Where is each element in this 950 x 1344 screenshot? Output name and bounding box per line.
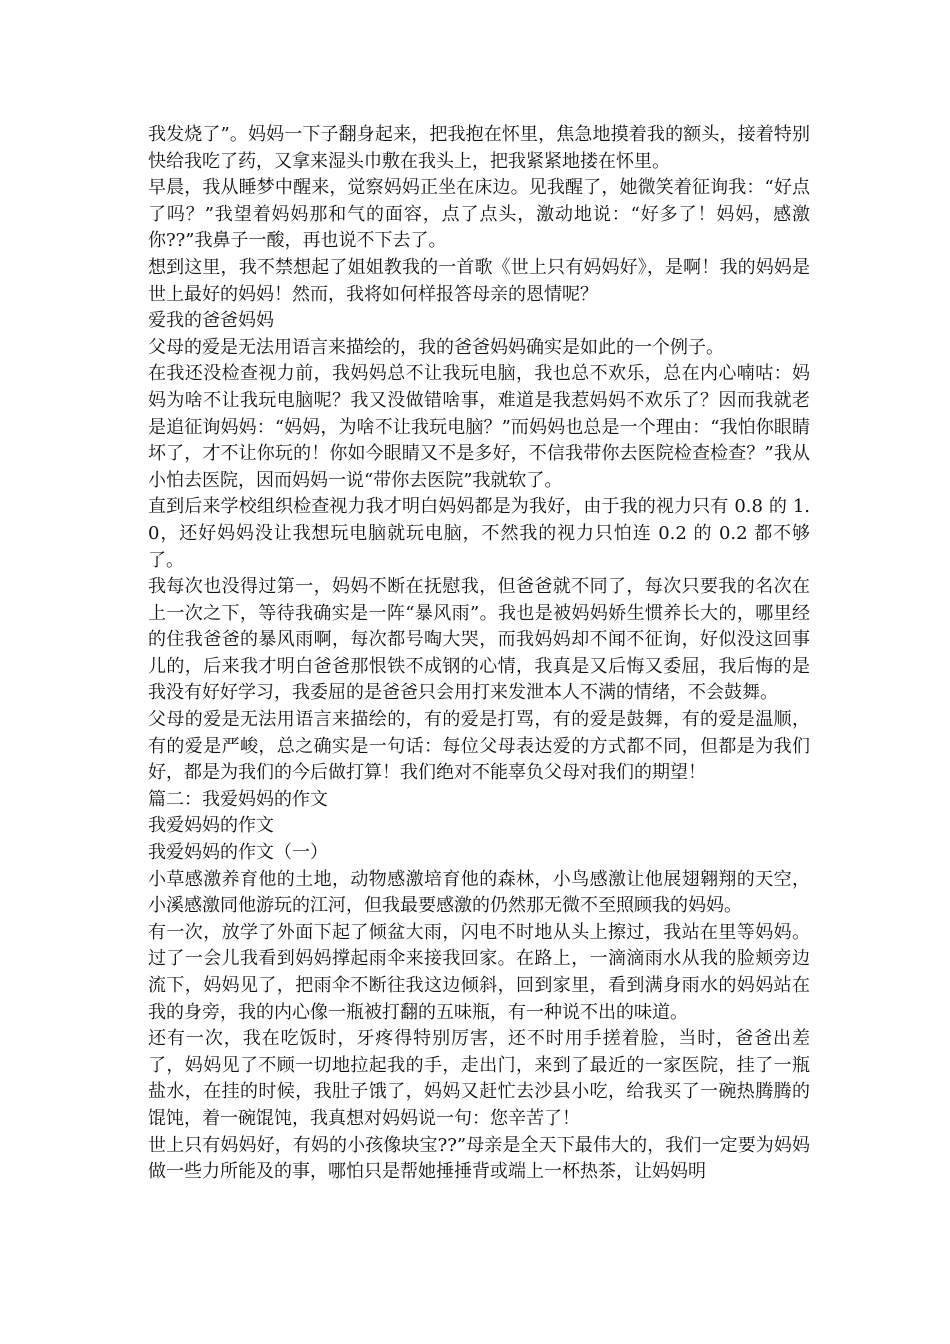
section-heading: 爱我的爸爸妈妈 bbox=[148, 310, 274, 332]
paragraph: 早晨，我从睡梦中醒来，觉察妈妈正坐在床边。见我醒了，她微笑着征询我：“好点了吗？”我望着妈妈那和气的面容，点了点头，激动地说：“好多了！妈妈，感激你??”我鼻子一酸，再也说不下去了。 bbox=[148, 177, 810, 252]
section-heading: 我爱妈妈的作文（一） bbox=[148, 842, 328, 864]
document-page bbox=[148, 122, 810, 1186]
paragraph: 我发烧了”。妈妈一下子翻身起来，把我抱在怀里，焦急地摸着我的额头，接着特别快给我吃了药，又拿来湿头巾敷在我头上，把我紧紧地搂在怀里。 bbox=[148, 124, 810, 172]
paragraph: 世上只有妈妈好，有妈的小孩像块宝??”母亲是全天下最伟大的，我们一定要为妈妈做一些力所能及的事，哪怕只是帮她捶捶背或端上一杯热茶，让妈妈明 bbox=[148, 1134, 810, 1183]
paragraph: 父母的爱是无法用语言来描绘的，有的爱是打骂，有的爱是鼓舞，有的爱是温顺，有的爱是严峻，总之确实是一句话：每位父母表达爱的方式都不同，但都是为我们好，都是为我们的今后做打算！我们绝对不能辜负父母对我们的期望！ bbox=[148, 709, 810, 784]
paragraph: 想到这里，我不禁想起了姐姐教我的一首歌《世上只有妈妈好》，是啊！我的妈妈是世上最好的妈妈！然而，我将如何样报答母亲的恩情呢？ bbox=[148, 256, 810, 305]
paragraph: 我每次也没得过第一，妈妈不断在抚慰我，但爸爸就不同了，每次只要我的名次在上一次之下，等待我确实是一阵“暴风雨”。我也是被妈妈娇生惯养长大的，哪里经的住我爸爸的暴风雨啊，每次都号啕大哭，而我妈妈却不闻不征询，好似没这回事儿的，后来我才明白爸爸那恨铁不成钢的心情，我真是又后悔又委屈，我后悔的是我没有好好学习，我委屈的是爸爸只会用打来发泄本人不满的情绪，不会鼓舞。 bbox=[148, 576, 810, 704]
paragraph: 父母的爱是无法用语言来描绘的，我的爸爸妈妈确实是如此的一个例子。 bbox=[148, 336, 724, 358]
paragraph: 还有一次，我在吃饭时，牙疼得特别厉害，还不时用手搓着脸，当时，爸爸出差了，妈妈见了不顾一切地拉起我的手，走出门，来到了最近的一家医院，挂了一瓶盐水，在挂的时候，我肚子饿了，妈妈又赶忙去沙县小吃，给我买了一碗热腾腾的馄饨，着一碗馄饨，我真想对妈妈说一句：您辛苦了！ bbox=[148, 1028, 810, 1129]
paragraph: 小草感激养育他的土地，动物感激培育他的森林，小鸟感激让他展翅翱翔的天空，小溪感激同他游玩的江河，但我最要感激的仍然那无微不至照顾我的妈妈。 bbox=[148, 868, 810, 917]
section-heading: 篇二：我爱妈妈的作文 bbox=[148, 788, 328, 810]
paragraph: 在我还没检查视力前，我妈妈总不让我玩电脑，我也总不欢乐，总在内心喃咕：妈妈为啥不让我玩电脑呢？我又没做错啥事，难道是我惹妈妈不欢乐了？因而我就老是追征询妈妈：“妈妈，为啥不让我玩电脑？”而妈妈也总是一个理由：“我怕你眼睛坏了，才不让你玩的！你如今眼睛又不是多好，不信我带你去医院检查检查？”我从小怕去医院，因而妈妈一说“带你去医院”我就软了。 bbox=[148, 363, 810, 491]
paragraph: 有一次，放学了外面下起了倾盆大雨，闪电不时地从头上擦过，我站在里等妈妈。过了一会儿我看到妈妈撑起雨伞来接我回家。在路上，一滴滴雨水从我的脸颊旁边流下，妈妈见了，把雨伞不断往我这边倾斜，回到家里，看到满身雨水的妈妈站在我的身旁，我的内心像一瓶被打翻的五味瓶，有一种说不出的味道。 bbox=[148, 921, 810, 1023]
paragraph: 直到后来学校组织检查视力我才明白妈妈都是为我好，由于我的视力只有 0.8 的 1.0，还好妈妈没让我想玩电脑就玩电脑，不然我的视力只怕连 0.2 的 0.2 都不够了。 bbox=[148, 496, 810, 571]
section-heading: 我爱妈妈的作文 bbox=[148, 815, 274, 837]
